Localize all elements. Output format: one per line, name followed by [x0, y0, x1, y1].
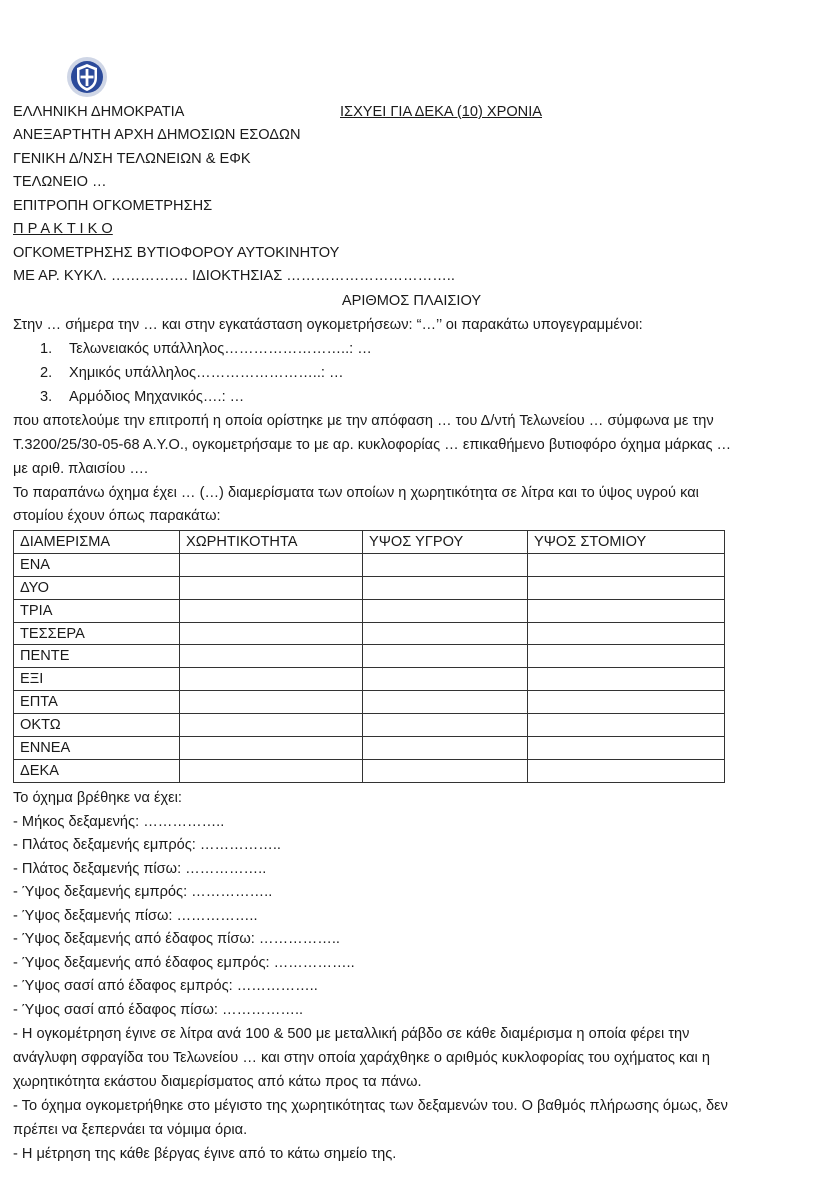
compartment-label: ΟΚΤΩ — [14, 714, 180, 737]
tank-width-front-line: - Πλάτος δεξαμενής εμπρός: …………….. — [13, 837, 281, 853]
opening-height-cell[interactable] — [528, 691, 725, 714]
header-opening-height: ΥΨΟΣ ΣΤΟΜΙΟΥ — [528, 531, 725, 554]
tank-height-front-line: - Ύψος δεξαμενής εμπρός: …………….. — [13, 884, 273, 900]
rod-measurement-note: - Η μέτρηση της κάθε βέργας έγινε από το κάτω σημείο της. — [13, 1146, 397, 1162]
table-header-row — [14, 531, 725, 554]
opening-height-cell[interactable] — [528, 576, 725, 599]
measurement-note-line-3: χωρητικότητα εκάστου διαμερίσματος από κάτω προς τα πάνω. — [13, 1074, 422, 1090]
capacity-note-line-2: πρέπει να ξεπερνάει τα νόμιμα όρια. — [13, 1122, 248, 1138]
capacity-cell[interactable] — [180, 668, 363, 691]
table-row — [14, 668, 725, 691]
measurement-note-line-2: ανάγλυφη σφραγίδα του Τελωνείου … και στην οποία χαράχθηκε ο αριθμός κυκλοφορίας του οχήματος και η — [13, 1050, 710, 1066]
compartment-label: ΕΝΑ — [14, 553, 180, 576]
header-line-4: ΤΕΛΩΝΕΙΟ … — [13, 174, 107, 190]
document-subtitle: ΟΓΚΟΜΕΤΡΗΣΗΣ ΒΥΤΙΟΦΟΡΟΥ ΑΥΤΟΚΙΝΗΤΟΥ — [13, 245, 340, 261]
tank-ground-height-rear-line: - Ύψος δεξαμενής από έδαφος πίσω: …………….. — [13, 931, 340, 947]
committee-member-3: Αρμόδιος Μηχανικός….: … — [69, 389, 245, 405]
vehicle-found-heading: Το όχημα βρέθηκε να έχει: — [13, 790, 182, 806]
document-title: Π Ρ Α Κ Τ Ι Κ Ο — [13, 221, 113, 237]
committee-number-1: 1. — [40, 341, 53, 357]
capacity-note-line-1: - Το όχημα ογκομετρήθηκε στο μέγιστο της χωρητικότητας των δεξαμενών του. Ο βαθμός πλήρωσης όμως, δεν — [13, 1098, 728, 1114]
compartment-label: ΕΠΤΑ — [14, 691, 180, 714]
table-row — [14, 691, 725, 714]
header-liquid-height: ΥΨΟΣ ΥΓΡΟΥ — [363, 531, 528, 554]
compartment-label: ΔΕΚΑ — [14, 759, 180, 782]
opening-height-cell[interactable] — [528, 737, 725, 760]
capacity-cell[interactable] — [180, 622, 363, 645]
compartments-table — [13, 530, 725, 783]
liquid-height-cell[interactable] — [363, 714, 528, 737]
opening-height-cell[interactable] — [528, 622, 725, 645]
capacity-cell[interactable] — [180, 599, 363, 622]
table-row — [14, 553, 725, 576]
opening-height-cell[interactable] — [528, 668, 725, 691]
compartment-label: ΕΞΙ — [14, 668, 180, 691]
opening-height-cell[interactable] — [528, 714, 725, 737]
header-line-2: ΑΝΕΞΑΡΤΗΤΗ ΑΡΧΗ ΔΗΜΟΣΙΩΝ ΕΣΟΔΩΝ — [13, 127, 301, 143]
compartment-label: ΔΥΟ — [14, 576, 180, 599]
committee-member-1: Τελωνειακός υπάλληλος……………………..: … — [69, 341, 372, 357]
header-line-3: ΓΕΝΙΚΗ Δ/ΝΣΗ ΤΕΛΩΝΕΙΩΝ & ΕΦΚ — [13, 151, 251, 167]
body-line-1: που αποτελούμε την επιτροπή η οποία ορίστηκε με την απόφαση … του Δ/ντή Τελωνείου … σύμφωνα με την — [13, 413, 714, 429]
body-line-4: Το παραπάνω όχημα έχει … (…) διαμερίσματα των οποίων η χωρητικότητα σε λίτρα και το ύψος υγρού και — [13, 485, 699, 501]
liquid-height-cell[interactable] — [363, 737, 528, 760]
body-line-3: με αριθ. πλαισίου …. — [13, 461, 149, 477]
header-line-5: ΕΠΙΤΡΟΠΗ ΟΓΚΟΜΕΤΡΗΣΗΣ — [13, 198, 213, 214]
compartment-label: ΤΕΣΣΕΡΑ — [14, 622, 180, 645]
tank-ground-height-front-line: - Ύψος δεξαμενής από έδαφος εμπρός: …………….. — [13, 955, 355, 971]
committee-member-2: Χημικός υπάλληλος……………………..: … — [69, 365, 344, 381]
table-row — [14, 576, 725, 599]
capacity-cell[interactable] — [180, 759, 363, 782]
table-row — [14, 714, 725, 737]
body-line-2: Τ.3200/25/30-05-68 Α.Υ.Ο., ογκομετρήσαμε το με αρ. κυκλοφορίας … επικαθήμενο βυτιοφόρο όχημα μάρκας … — [13, 437, 732, 453]
liquid-height-cell[interactable] — [363, 599, 528, 622]
opening-height-cell[interactable] — [528, 553, 725, 576]
intro-paragraph: Στην … σήμερα την … και στην εγκατάσταση ογκομετρήσεων: “…’’ οι παρακάτω υπογεγραμμένοι: — [13, 317, 643, 333]
table-row — [14, 737, 725, 760]
compartment-label: ΠΕΝΤΕ — [14, 645, 180, 668]
table-row — [14, 645, 725, 668]
capacity-cell[interactable] — [180, 737, 363, 760]
opening-height-cell[interactable] — [528, 645, 725, 668]
liquid-height-cell[interactable] — [363, 645, 528, 668]
liquid-height-cell[interactable] — [363, 759, 528, 782]
plate-line: ΜΕ ΑΡ. ΚΥΚΛ. ……………. ΙΔΙΟΚΤΗΣΙΑΣ …………………………….. — [13, 268, 455, 284]
liquid-height-cell[interactable] — [363, 622, 528, 645]
table-row — [14, 599, 725, 622]
tank-height-rear-line: - Ύψος δεξαμενής πίσω: …………….. — [13, 908, 258, 924]
frame-number-heading: ΑΡΙΘΜΟΣ ΠΛΑΙΣΙΟΥ — [341, 293, 482, 309]
tank-length-line: - Μήκος δεξαμενής: …………….. — [13, 814, 225, 830]
chassis-height-front-line: - Ύψος σασί από έδαφος εμπρός: …………….. — [13, 978, 318, 994]
measurement-note-line-1: - Η ογκομέτρηση έγινε σε λίτρα ανά 100 & 500 με μεταλλική ράβδο σε κάθε διαμέρισμα η οποία φέρει την — [13, 1026, 690, 1042]
compartment-label: ΤΡΙΑ — [14, 599, 180, 622]
liquid-height-cell[interactable] — [363, 668, 528, 691]
opening-height-cell[interactable] — [528, 599, 725, 622]
table-row — [14, 622, 725, 645]
capacity-cell[interactable] — [180, 645, 363, 668]
compartment-label: ΕΝΝΕΑ — [14, 737, 180, 760]
greek-coat-of-arms-icon — [66, 56, 108, 98]
body-line-5: στομίου έχουν όπως παρακάτω: — [13, 508, 221, 524]
header-capacity: ΧΩΡΗΤΙΚΟΤΗΤΑ — [180, 531, 363, 554]
committee-number-3: 3. — [40, 389, 53, 405]
tank-width-rear-line: - Πλάτος δεξαμενής πίσω: …………….. — [13, 861, 267, 877]
capacity-cell[interactable] — [180, 576, 363, 599]
header-compartment: ΔΙΑΜΕΡΙΣΜΑ — [14, 531, 180, 554]
liquid-height-cell[interactable] — [363, 553, 528, 576]
table-row — [14, 759, 725, 782]
header-line-1: ΕΛΛΗΝΙΚΗ ΔΗΜΟΚΡΑΤΙΑ — [13, 104, 185, 120]
capacity-cell[interactable] — [180, 714, 363, 737]
liquid-height-cell[interactable] — [363, 691, 528, 714]
validity-note: ΙΣΧΥΕΙ ΓΙΑ ΔΕΚΑ (10) ΧΡΟΝΙΑ — [340, 104, 543, 120]
capacity-cell[interactable] — [180, 553, 363, 576]
opening-height-cell[interactable] — [528, 759, 725, 782]
chassis-height-rear-line: - Ύψος σασί από έδαφος πίσω: …………….. — [13, 1002, 304, 1018]
liquid-height-cell[interactable] — [363, 576, 528, 599]
capacity-cell[interactable] — [180, 691, 363, 714]
committee-number-2: 2. — [40, 365, 53, 381]
